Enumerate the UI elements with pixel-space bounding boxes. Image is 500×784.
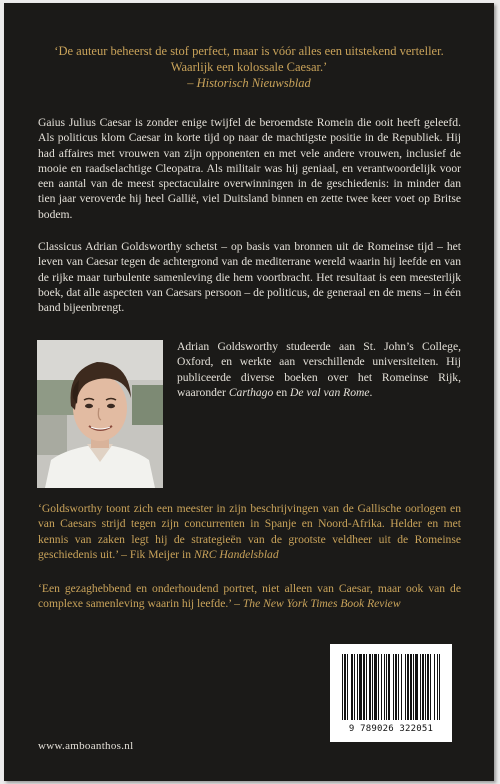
barcode-digits: 9 789026 322051 [348, 724, 434, 734]
publisher-website: www.amboanthos.nl [38, 740, 134, 752]
barcode-bar [437, 654, 438, 720]
description-paragraph-2: Classicus Adrian Goldsworthy schetst – op basis van bronnen uit de Romeinse tijd – het leven van Caesar tegen de achtergrond van de mediterrane wereld waarin hij leefde en van de rijke maar turbulente samenleving die hem voortbracht. Het resultaat is een meesterlijk boek, dat alle aspecten van Caesars persoon – de politicus, de generaal en de mens – in één band bijeenbrengt. [38, 240, 461, 315]
author-bio-end: . [369, 385, 373, 399]
barcode-bar [398, 654, 399, 720]
barcode-bar [401, 654, 402, 720]
book-title-de-val-van-rome: De val van Rome [290, 385, 370, 399]
barcode-bar [420, 654, 421, 720]
review-quote-nyt [38, 581, 461, 612]
barcode-bar [434, 654, 435, 720]
barcode-bar [351, 654, 353, 720]
barcode-bar [381, 654, 382, 720]
barcode-bar [393, 654, 394, 720]
barcode-bar [384, 654, 385, 720]
barcode-bar [410, 654, 412, 720]
quote2-text: ‘Goldsworthy toont zich een meester in zijn beschrijvingen van de Gallische oorlogen en van Caesars strijd tegen zijn concurrenten in Spanje en Noord-Afrika. Helder en met kennis van zaken legt hij de strategieën van de grootste veldheer uit de Romeinse geschiedenis uit.’ – Fik Meijer in [38, 502, 461, 561]
description-paragraph-1: Gaius Julius Caesar is zonder enige twijfel de beroemdste Romein die ooit heeft geleefd. Als politicus klom Caesar in korte tijd op naar de machtigste positie in de Republiek. Hij had affaires met vrouwen van zijn opponenten en met vele andere vrouwen, inclusief de mooie en raadselachtige Cleopatra. Als militair was hij geniaal, en verantwoordelijk voor een aantal van de meest spectaculaire overwinningen in de geschiedenis: in minder dan tien jaar veroverde hij heel Gallië, viel Duitsland binnen en zette twee keer voet op Britse bodem. [38, 116, 461, 221]
barcode-bar [342, 654, 343, 720]
barcode-bar [374, 654, 377, 720]
barcode-bar [415, 654, 418, 720]
author-photo [37, 340, 163, 488]
barcode-bar [354, 654, 355, 720]
top-review-quote [44, 43, 454, 91]
barcode-bar [388, 654, 390, 720]
barcode-bar [366, 654, 367, 720]
book-title-carthago: Carthago [228, 385, 274, 399]
barcode-bar [363, 654, 365, 720]
review-quote-nrc [38, 501, 461, 562]
isbn-barcode [330, 644, 452, 742]
quote3-source: The New York Times Book Review [242, 597, 401, 611]
barcode-bar [439, 654, 440, 720]
barcode-bar [422, 654, 424, 720]
barcode-bar [407, 654, 409, 720]
quote3-text: ‘Een gezaghebbend en onderhoudend portret, niet alleen van Caesar, maar ook van de complexe samenleving waarin hij leefde.’ – [38, 582, 461, 611]
barcode-bar [405, 654, 406, 720]
author-bio [177, 339, 461, 400]
barcode-bars [330, 644, 452, 724]
barcode-bar [425, 654, 426, 720]
barcode-bar [430, 654, 431, 720]
barcode-bar [357, 654, 358, 720]
barcode-bar [378, 654, 379, 720]
barcode-bar [359, 654, 362, 720]
barcode-bar [386, 654, 387, 720]
barcode-bar [427, 654, 429, 720]
top-quote-source: – Historisch Nieuwsblad [187, 76, 311, 90]
top-quote-text: ‘De auteur beheerst de stof perfect, maar is vóór alles een uitstekend verteller. Waarlijk een kolossale Caesar.’ [54, 44, 444, 74]
quote2-source: NRC Handelsblad [193, 547, 279, 561]
barcode-bar [369, 654, 371, 720]
barcode-bar [347, 654, 348, 720]
barcode-bar [413, 654, 414, 720]
author-bio-connector: en [273, 385, 291, 399]
author-bio-text: Adrian Goldsworthy studeerde aan St. John’s College, Oxford, en werkte aan verschillende universiteiten. Hij publiceerde diverse boeken over het Romeinse Rijk, waaronder [177, 340, 461, 399]
barcode-bar [372, 654, 373, 720]
barcode-bar [395, 654, 397, 720]
barcode-bar [344, 654, 346, 720]
